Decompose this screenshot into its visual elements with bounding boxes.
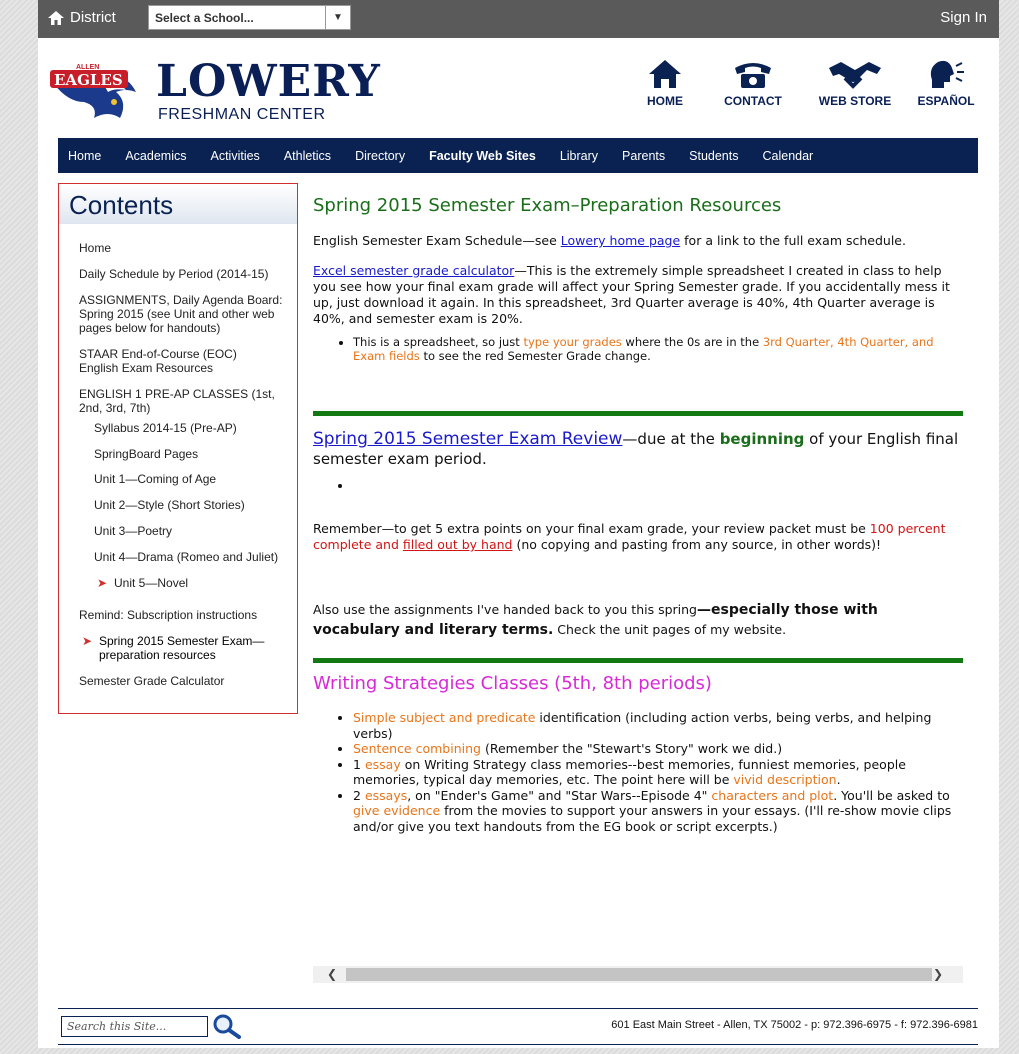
text: of your English final semester exam period. bbox=[313, 430, 959, 468]
top-bar bbox=[38, 0, 999, 38]
arrow-right-icon: ➤ bbox=[97, 576, 108, 590]
scrollbar-thumb[interactable] bbox=[346, 968, 932, 981]
sign-in-link[interactable]: Sign In bbox=[940, 9, 987, 26]
quick-link-label: WEB STORE bbox=[818, 94, 892, 108]
exam-schedule-paragraph bbox=[313, 233, 963, 249]
footer-divider bbox=[58, 1008, 978, 1009]
section-divider bbox=[313, 658, 963, 663]
speaking-head-icon bbox=[926, 58, 966, 90]
sidebar-item-unit4[interactable]: Unit 4—Drama (Romeo and Juliet) bbox=[94, 550, 279, 564]
nav-calendar[interactable]: Calendar bbox=[762, 148, 814, 163]
sidebar-item-label: Spring 2015 Semester Exam—preparation resources bbox=[99, 634, 265, 662]
sidebar-item-daily-schedule[interactable]: Daily Schedule by Period (2014-15) bbox=[79, 267, 269, 281]
sidebar-item-unit3[interactable]: Unit 3—Poetry bbox=[94, 524, 173, 538]
sidebar-item-springboard[interactable]: SpringBoard Pages bbox=[94, 447, 199, 461]
district-label: District bbox=[70, 9, 116, 26]
remember-paragraph: Remember—to get 5 extra points on your final exam grade, your review packet must be 100 percent complete and filled out by hand (no copying and pasting from any source, in other words)! bbox=[313, 521, 946, 552]
school-select-value: Select a School... bbox=[155, 11, 254, 25]
nav-parents[interactable]: Parents bbox=[622, 148, 666, 163]
search-input[interactable]: Search this Site... bbox=[61, 1016, 208, 1037]
text: —This is the extremely simple spreadsheet I created in class to help you see how your final exam grade will affect your Spring Semester grade. If you accidentally mess it up, just download it again. In this spreadsheet, 3rd Quarter average is 40%, 4th Quarter average is 40%, and semester exam is 20%. bbox=[313, 263, 950, 326]
text: —due at the bbox=[622, 430, 720, 448]
calculator-paragraph bbox=[313, 263, 968, 327]
search-icon[interactable] bbox=[212, 1013, 242, 1039]
scroll-left-icon[interactable]: ❮ bbox=[326, 967, 338, 981]
quick-link-label: CONTACT bbox=[724, 94, 782, 108]
arrow-right-icon: ➤ bbox=[82, 634, 93, 648]
text: English Semester Exam Schedule—see bbox=[313, 233, 561, 248]
review-paragraph bbox=[313, 429, 963, 469]
sidebar-item-current[interactable] bbox=[82, 634, 279, 662]
chevron-down-icon: ▼ bbox=[325, 6, 350, 29]
nav-library[interactable]: Library bbox=[559, 148, 599, 163]
nav-faculty-web-sites[interactable]: Faculty Web Sites bbox=[429, 148, 536, 163]
exam-review-link[interactable]: Spring 2015 Semester Exam Review bbox=[313, 429, 623, 449]
list-item bbox=[353, 478, 963, 494]
grade-calculator-link[interactable]: Excel semester grade calculator bbox=[313, 263, 515, 278]
list-item: • 2 essays, on "Ender's Game" and "Star Wars--Episode 4" characters and plot. You'll be asked to give evidence from the movies to support your answers in your essays. (I'll re-show movie clips and/or give you text handouts from the EG book or script excerpts.) bbox=[353, 788, 963, 835]
nav-activities[interactable]: Activities bbox=[210, 148, 260, 163]
logo-text: EAGLES bbox=[54, 71, 123, 89]
contents-sidebar bbox=[58, 183, 298, 714]
list-item: • Simple subject and predicate identification (including action verbs, being verbs, and helping verbs) bbox=[353, 710, 963, 741]
district-link[interactable] bbox=[48, 9, 116, 26]
calculator-bullets bbox=[313, 335, 963, 363]
sidebar-item-unit5[interactable] bbox=[97, 576, 189, 590]
sidebar-item-label: Unit 5—Novel bbox=[114, 576, 189, 590]
also-paragraph: Also use the assignments I've handed back to you this spring—especially those with vocabulary and literary terms. Check the unit pages of my website. bbox=[313, 602, 878, 638]
list-item: • 1 essay on Writing Strategy class memories--best memories, funniest memories, people memories, typical day memories, etc. The point here will be vivid description. bbox=[353, 757, 963, 788]
nav-directory[interactable]: Directory bbox=[355, 148, 406, 163]
sidebar-item-unit2[interactable]: Unit 2—Style (Short Stories) bbox=[94, 498, 245, 512]
quick-link-home[interactable] bbox=[625, 58, 705, 108]
footer-divider bbox=[58, 1044, 978, 1045]
quick-link-web-store[interactable] bbox=[815, 58, 895, 108]
school-subtitle: FRESHMAN CENTER bbox=[158, 106, 326, 123]
sidebar-item-grade-calculator[interactable]: Semester Grade Calculator bbox=[79, 674, 225, 688]
school-select[interactable] bbox=[148, 5, 351, 30]
sidebar-item-unit1[interactable]: Unit 1—Coming of Age bbox=[94, 472, 217, 486]
sidebar-item-home[interactable]: Home bbox=[79, 241, 112, 255]
bullet-list bbox=[313, 335, 963, 363]
quick-link-label: ESPAÑOL bbox=[917, 94, 975, 108]
home-icon bbox=[648, 58, 682, 90]
phone-icon bbox=[731, 58, 775, 90]
nav-students[interactable]: Students bbox=[689, 148, 739, 163]
list-item: • This is a spreadsheet, so just type your grades where the 0s are in the 3rd Quarter, 4th Quarter, and Exam fields to see the red Semester Grade change. bbox=[353, 335, 963, 363]
page-title: Spring 2015 Semester Exam–Preparation Resources bbox=[313, 195, 782, 216]
text: beginning bbox=[719, 430, 805, 448]
section-divider bbox=[313, 411, 963, 416]
handshake-icon bbox=[827, 58, 883, 90]
sidebar-item-assignments[interactable]: ASSIGNMENTS, Daily Agenda Board: Spring 2015 (see Unit and other web pages below for handouts) bbox=[79, 293, 283, 335]
nav-home[interactable]: Home bbox=[68, 148, 102, 163]
school-name[interactable]: LOWERY bbox=[156, 56, 381, 107]
footer-address: 601 East Main Street - Allen, TX 75002 - p: 972.396-6975 - f: 972.396-6981 bbox=[611, 1019, 978, 1031]
lowery-home-link[interactable]: Lowery home page bbox=[560, 233, 681, 248]
writing-strategies-list bbox=[313, 710, 963, 834]
main-nav bbox=[58, 138, 978, 173]
horizontal-scrollbar[interactable] bbox=[313, 966, 963, 983]
eagles-logo[interactable] bbox=[48, 62, 140, 128]
empty-bullet-list bbox=[313, 478, 963, 494]
nav-athletics[interactable]: Athletics bbox=[283, 148, 332, 163]
writing-strategies-title: Writing Strategies Classes (5th, 8th periods) bbox=[313, 673, 712, 694]
list-item: • Sentence combining (Remember the "Stewart's Story" work we did.) bbox=[353, 741, 963, 757]
quick-link-label: HOME bbox=[647, 94, 683, 108]
quick-link-contact[interactable] bbox=[713, 58, 793, 108]
text: for a link to the full exam schedule. bbox=[680, 233, 906, 248]
quick-link-espanol[interactable] bbox=[906, 58, 986, 108]
logo-small-text: ALLEN bbox=[76, 64, 100, 71]
sidebar-title: Contents bbox=[59, 184, 297, 224]
sidebar-item-staar[interactable]: STAAR End-of-Course (EOC) English Exam Resources bbox=[79, 347, 237, 375]
scroll-right-icon[interactable]: ❯ bbox=[932, 967, 944, 981]
sidebar-item-remind[interactable]: Remind: Subscription instructions bbox=[79, 608, 258, 622]
sidebar-item-english1[interactable]: ENGLISH 1 PRE-AP CLASSES (1st, 2nd, 3rd, 7th) bbox=[79, 387, 275, 415]
home-icon bbox=[48, 11, 64, 25]
nav-academics[interactable]: Academics bbox=[125, 148, 187, 163]
sidebar-item-syllabus[interactable]: Syllabus 2014-15 (Pre-AP) bbox=[94, 421, 237, 435]
page bbox=[38, 38, 999, 1048]
